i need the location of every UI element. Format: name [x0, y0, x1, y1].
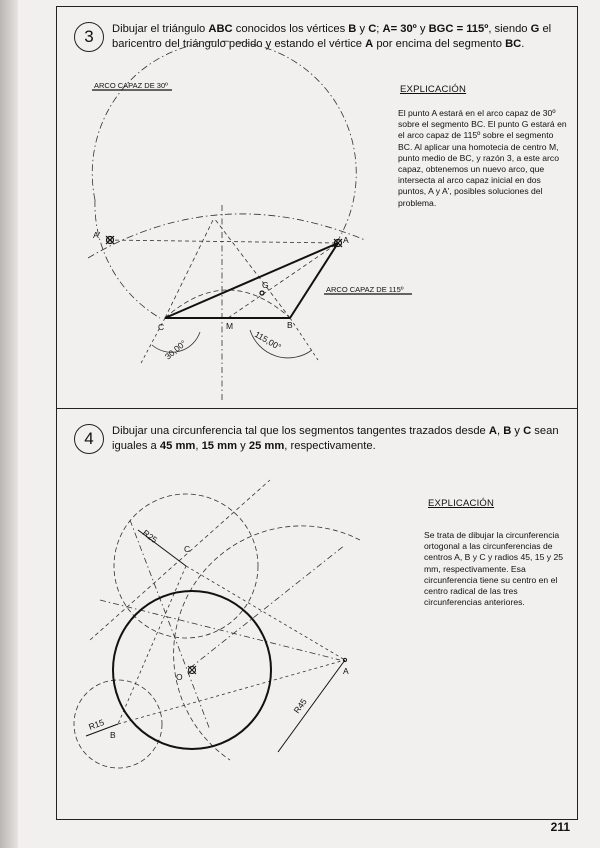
label-r15: R15	[87, 717, 106, 732]
label-arc-30: ARCO CAPAZ DE 30º	[94, 81, 168, 90]
label-a-prime: A'	[93, 230, 101, 240]
radical-axis	[130, 520, 210, 730]
label-b: B	[287, 320, 293, 330]
label-o: O	[176, 672, 183, 682]
label-angle-115: 115,00°	[253, 329, 283, 353]
label-b: B	[110, 730, 116, 740]
radius-r45-line	[278, 660, 345, 752]
label-arc-115: ARCO CAPAZ DE 115º	[326, 285, 404, 294]
page-number: 211	[550, 820, 570, 834]
exercise-4-statement: Dibujar una circunferencia tal que los segmentos tangentes trazados desde A, B y C sean iguales a 45 mm, 15 mm y 25 mm, respectivamente.	[112, 425, 559, 452]
center-line	[118, 566, 186, 724]
exercise-3-number: 3	[74, 22, 104, 52]
exercise-3-explanation-title: EXPLICACIÓN	[400, 84, 467, 95]
label-angle-30: 30,00°	[162, 338, 189, 362]
label-r25: R25	[140, 527, 160, 545]
label-g: G	[262, 280, 269, 290]
center-line	[186, 566, 345, 660]
exercise-4-explanation-text: Se trata de dibujar la circunferencia ortogonal a las circunferencias de centros A, B y C y radios 45, 15 y 25 mm, respectivamente. Esa circunferencia tiene su centro en el centro radical de las tres circunferencias anteriores.	[424, 530, 564, 608]
label-r45: R45	[291, 696, 309, 716]
exercise-4-number: 4	[74, 424, 104, 454]
center-line	[118, 660, 345, 724]
exercise-3-explanation-text: El punto A estará en el arco capaz de 30º sobre el segmento BC. El punto G estará en el arco capaz de 115º sobre el segmento BC. Al aplicar una homotecia de centro M, punto medio de BC, y razón 3, a este arco capaz, obtenemos un nuevo arco, que intersecta al arco capaz inicial en dos puntos, A y A', posibles soluciones del problema.	[398, 108, 567, 208]
label-a: A	[343, 235, 349, 245]
exercise-4-explanation-title: EXPLICACIÓN	[428, 498, 495, 509]
label-m: M	[226, 321, 234, 331]
label-c: C	[184, 544, 191, 554]
radical-axis	[100, 600, 340, 660]
label-a: A	[343, 666, 349, 676]
exercise-3-statement: Dibujar el triángulo ABC conocidos los vértices B y C; A= 30º y BGC = 115º, siendo G el baricentro del triángulo pedido y estando el vértice A por encima del segmento BC.	[112, 23, 552, 50]
label-c: C	[158, 322, 165, 332]
construction-line	[90, 480, 270, 640]
